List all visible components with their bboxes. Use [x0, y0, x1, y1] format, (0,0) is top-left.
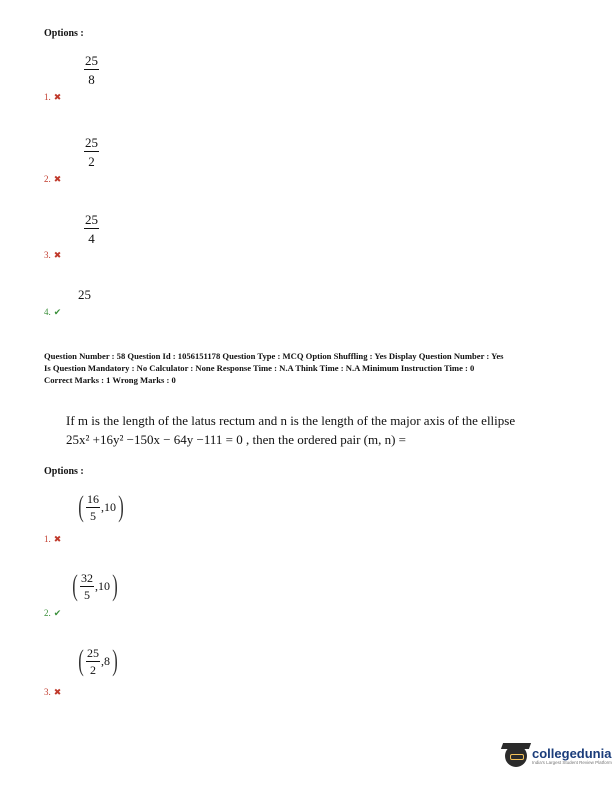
option-number: 1. [44, 534, 51, 544]
left-paren: ( [72, 569, 78, 602]
cross-icon: ✖ [53, 174, 62, 184]
meta-line-1: Question Number : 58 Question Id : 1056151178 Question Type : MCQ Option Shuffling : Yes Display Question Number : Yes [44, 351, 504, 361]
cross-icon: ✖ [53, 92, 62, 102]
pair-fraction [86, 493, 100, 522]
question-line-1: If m is the length of the latus rectum and n is the length of the major axis of the ellipse [66, 413, 516, 428]
left-paren: ( [78, 644, 84, 677]
option-4-number [44, 307, 61, 318]
numerator: 25 [85, 212, 98, 227]
option-number: 4. [44, 307, 51, 317]
option-2-number [44, 608, 61, 619]
option-3-pair [76, 646, 120, 676]
right-paren: ) [112, 644, 118, 677]
graduate-avatar-icon [505, 745, 527, 767]
options-label: Options : [44, 466, 84, 477]
right-paren: ) [112, 569, 118, 602]
pair-fraction [80, 572, 94, 601]
option-2-number [44, 174, 61, 185]
numerator: 16 [87, 491, 99, 506]
option-number: 3. [44, 250, 51, 260]
option-1-number [44, 534, 61, 545]
pair-second: ,8 [101, 653, 110, 668]
pair-second: ,10 [95, 578, 110, 593]
pair-fraction [86, 647, 100, 676]
denominator: 5 [84, 587, 90, 602]
question-meta [44, 350, 574, 386]
logo-tagline: India's Largest Student Review Platform [532, 759, 612, 765]
numerator: 25 [85, 53, 98, 68]
numerator: 25 [87, 645, 99, 660]
cross-icon: ✖ [53, 687, 62, 697]
option-3-number [44, 250, 61, 261]
option-2-value [84, 136, 99, 168]
question-text [66, 411, 586, 449]
pair-second: ,10 [101, 499, 116, 514]
denominator: 2 [90, 662, 96, 677]
options-label: Options : [44, 28, 84, 39]
option-4-value: 25 [78, 287, 91, 302]
denominator: 2 [88, 154, 95, 169]
cross-icon: ✖ [53, 250, 62, 260]
option-3-value [84, 213, 99, 245]
option-number: 2. [44, 174, 51, 184]
logo-name: collegedunia [532, 745, 612, 761]
numerator: 25 [85, 135, 98, 150]
option-1-pair [76, 492, 126, 522]
option-number: 2. [44, 608, 51, 618]
numerator: 32 [81, 570, 93, 585]
option-3-number [44, 687, 61, 698]
question-line-2: 25x² +16y² −150x − 64y −111 = 0 , then the ordered pair (m, n) = [66, 432, 407, 447]
cross-icon: ✖ [53, 534, 62, 544]
meta-line-3: Correct Marks : 1 Wrong Marks : 0 [44, 375, 176, 385]
denominator: 4 [88, 231, 95, 246]
option-number: 3. [44, 687, 51, 697]
option-number: 1. [44, 92, 51, 102]
denominator: 5 [90, 508, 96, 523]
option-1-value [84, 54, 99, 86]
logo-text [532, 747, 612, 766]
option-1-number [44, 92, 61, 103]
option-2-pair [70, 571, 120, 601]
right-paren: ) [118, 490, 124, 523]
left-paren: ( [78, 490, 84, 523]
meta-line-2: Is Question Mandatory : No Calculator : None Response Time : N.A Think Time : N.A Minimum Instruction Time : 0 [44, 363, 475, 373]
check-icon: ✔ [53, 608, 62, 618]
check-icon: ✔ [53, 307, 62, 317]
collegedunia-logo [505, 745, 612, 767]
denominator: 8 [88, 72, 95, 87]
